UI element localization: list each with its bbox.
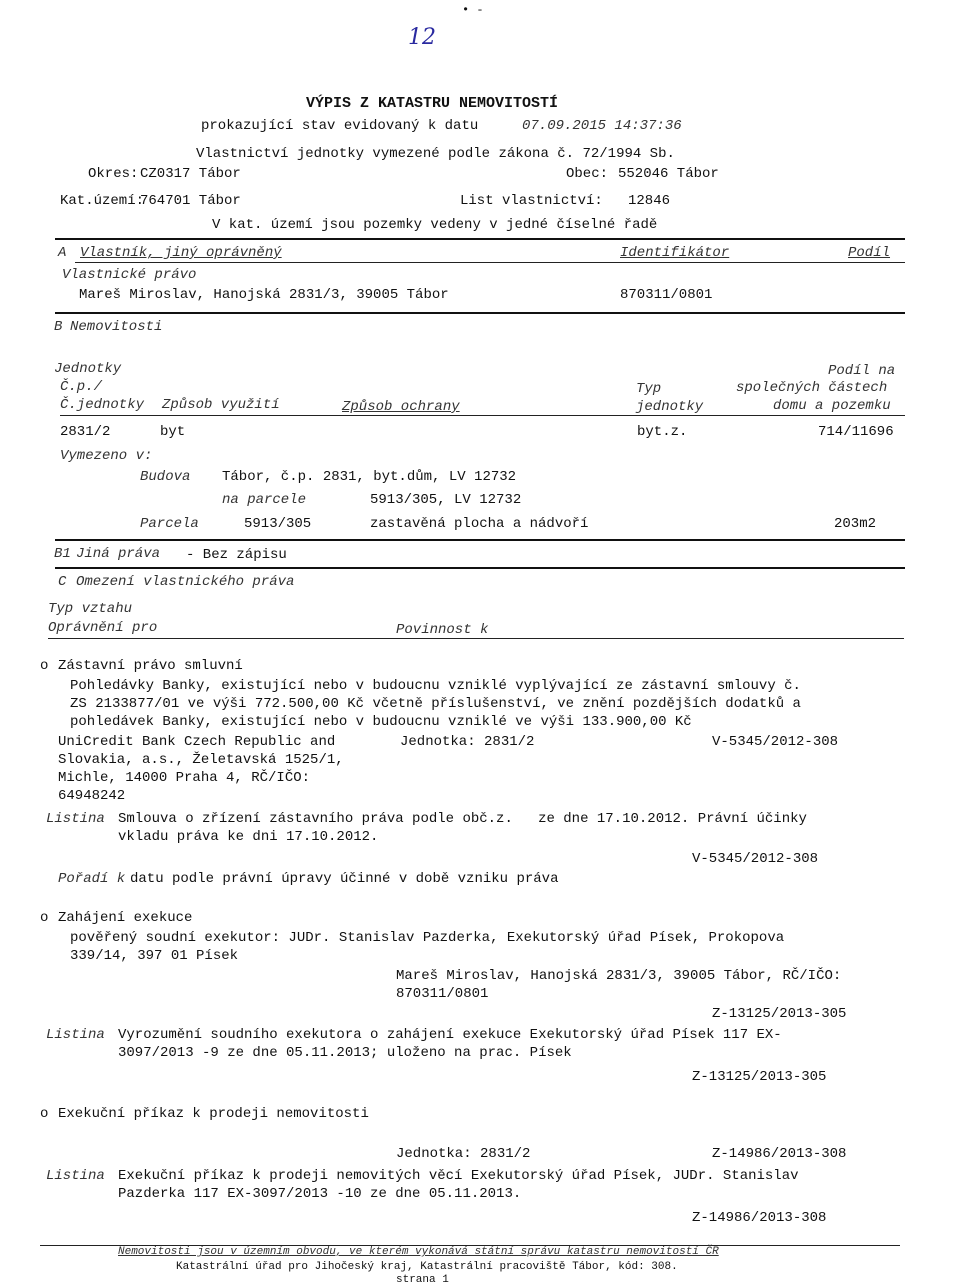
execution-text-line: 339/14, 397 01 Písek [70, 948, 239, 964]
parcel-number: 5913/305 [244, 516, 312, 532]
scan-dots: • - [462, 3, 484, 17]
col-share: Podíl [848, 245, 891, 261]
on-parcel-value: 5913/305, LV 12732 [370, 492, 522, 508]
section-b1-letter: B1 [54, 546, 71, 562]
section-b1-title: Jiná práva [76, 546, 161, 562]
col-identifier: Identifikátor [620, 245, 730, 261]
execution-document-reference: Z-13125/2013-305 [692, 1069, 827, 1085]
lien-text-line: ZS 2133877/01 ve výši 772.500,00 Kč včetně příslušenství, ve znění pozdějších dodatků a [70, 696, 801, 712]
divider [48, 638, 904, 639]
lv-label: List vlastnictví: [460, 193, 603, 209]
order-unit: Jednotka: 2831/2 [396, 1146, 531, 1162]
building-value: Tábor, č.p. 2831, byt.dům, LV 12732 [222, 469, 517, 485]
execution-document-label: Listina [46, 1027, 105, 1043]
lien-text-line: pohledávek Banky, existující nebo v budoucnu vzniklé ve výši 133.900,00 Kč [70, 714, 692, 730]
order-document-line: Pazderka 117 EX-3097/2013 -10 ze dne 05.11.2013. [118, 1186, 522, 1202]
execution-document-line: 3097/2013 -9 ze dne 05.11.2013; uloženo na prac. Písek [118, 1045, 572, 1061]
unit-type: byt.z. [637, 424, 688, 440]
owner-name: Mareš Miroslav, Hanojská 2831/3, 39005 Tábor [79, 287, 449, 303]
ownership-line: Vlastnictví jednotky vymezené podle zákona č. 72/1994 Sb. [196, 146, 675, 162]
col-cp: Č.p./ [60, 379, 103, 395]
divider [55, 312, 905, 314]
order-reference: Z-14986/2013-308 [712, 1146, 847, 1162]
unit-number: 2831/2 [60, 424, 111, 440]
document-title: VÝPIS Z KATASTRU NEMOVITOSTÍ [306, 95, 559, 112]
lien-document-reference: V-5345/2012-308 [692, 851, 819, 867]
state-datetime: 07.09.2015 14:37:36 [522, 118, 682, 134]
col-type-2: jednotky [636, 399, 704, 415]
owner-id: 870311/0801 [620, 287, 713, 303]
bullet: o [40, 658, 49, 674]
lv-value: 12846 [628, 193, 671, 209]
parcel-type: zastavěná plocha a nádvoří [370, 516, 589, 532]
footer-line: Katastrální úřad pro Jihočeský kraj, Katastrální pracoviště Tábor, kód: 308. [176, 1261, 678, 1273]
col-share-3: domu a pozemku [773, 398, 891, 414]
execution-text-line: pověřený soudní exekutor: JUDr. Stanislav Pazderka, Exekutorský úřad Písek, Prokopova [70, 930, 785, 946]
execution-party-line: 870311/0801 [396, 986, 489, 1002]
divider [55, 539, 905, 541]
section-a-title: Vlastník, jiný oprávněný [80, 245, 282, 261]
katuzemi-label: Kat.území: [60, 193, 145, 209]
col-unit-no: Č.jednotky [60, 397, 145, 413]
section-a-subtitle: Vlastnické právo [62, 267, 197, 283]
section-c-letter: C [58, 574, 67, 590]
section-b-title: Nemovitosti [70, 319, 163, 335]
section-a-letter: A [58, 245, 67, 261]
handwritten-page-number: 12 [408, 25, 436, 50]
lien-unit: Jednotka: 2831/2 [400, 734, 535, 750]
divider [75, 262, 905, 263]
divider [55, 567, 905, 569]
lien-title: Zástavní právo smluvní [58, 658, 243, 674]
execution-party-line: Mareš Miroslav, Hanojská 2831/3, 39005 Tábor, RČ/IČO: [396, 968, 842, 984]
execution-reference: Z-13125/2013-305 [712, 1006, 847, 1022]
parcel-area: 203m2 [834, 516, 877, 532]
obec-label: Obec: [566, 166, 609, 182]
col-relation-2: Oprávnění pro [48, 620, 158, 636]
execution-title: Zahájení exekuce [58, 910, 193, 926]
state-prefix: prokazující stav evidovaný k datu [201, 118, 479, 134]
building-label: Budova [140, 469, 191, 485]
parcel-label: Parcela [140, 516, 199, 532]
lien-creditor-line: Michle, 14000 Praha 4, RČ/IČO: [58, 770, 311, 786]
divider [60, 415, 905, 416]
defined-label: Vymezeno v: [60, 448, 153, 464]
col-relation-1: Typ vztahu [48, 601, 133, 617]
lien-reference: V-5345/2012-308 [712, 734, 839, 750]
col-protection: Způsob ochrany [342, 399, 460, 415]
lien-text-line: Pohledávky Banky, existující nebo v budoucnu vzniklé vyplývající ze zástavní smlouvy č. [70, 678, 801, 694]
lien-document-line: Smlouva o zřízení zástavního práva podle obč.z. ze dne 17.10.2012. Právní účinky [118, 811, 807, 827]
footer-line: Nemovitosti jsou v územním obvodu, ve kterém vykonává státní správu katastru nemovitostí ČR [118, 1246, 719, 1258]
lien-document-label: Listina [46, 811, 105, 827]
okres-value: CZ0317 Tábor [140, 166, 241, 182]
lien-order-label: Pořadí k [58, 871, 126, 887]
col-type-1: Typ [636, 381, 662, 397]
order-title: Exekuční příkaz k prodeji nemovitosti [58, 1106, 369, 1122]
col-share-1: Podíl na [828, 363, 896, 379]
on-parcel-label: na parcele [222, 492, 307, 508]
bullet: o [40, 910, 49, 926]
unit-use: byt [160, 424, 186, 440]
obec-value: 552046 Tábor [618, 166, 719, 182]
lien-creditor-line: Slovakia, a.s., Želetavská 1525/1, [58, 752, 344, 768]
series-line: V kat. území jsou pozemky vedeny v jedné číselné řadě [212, 217, 658, 233]
section-c-title: Omezení vlastnického práva [76, 574, 295, 590]
lien-creditor-line: 64948242 [58, 788, 126, 804]
order-document-reference: Z-14986/2013-308 [692, 1210, 827, 1226]
bullet: o [40, 1106, 49, 1122]
lien-document-line: vkladu práva ke dni 17.10.2012. [118, 829, 379, 845]
col-obligation: Povinnost k [396, 622, 489, 638]
lien-order-text: datu podle právní úpravy účinné v době vzniku práva [130, 871, 559, 887]
col-use: Způsob využití [162, 397, 280, 413]
section-b-letter: B [54, 319, 63, 335]
katuzemi-value: 764701 Tábor [140, 193, 241, 209]
unit-share: 714/11696 [818, 424, 894, 440]
page-number: strana 1 [396, 1274, 449, 1286]
units-title: Jednotky [54, 361, 122, 377]
lien-creditor-line: UniCredit Bank Czech Republic and [58, 734, 336, 750]
section-b1-value: - Bez zápisu [186, 547, 287, 563]
col-share-2: společných částech [736, 380, 888, 396]
execution-document-line: Vyrozumění soudního exekutora o zahájení exekuce Exekutorský úřad Písek 117 EX- [118, 1027, 782, 1043]
okres-label: Okres: [88, 166, 139, 182]
order-document-line: Exekuční příkaz k prodeji nemovitých věcí Exekutorský úřad Písek, JUDr. Stanislav [118, 1168, 799, 1184]
divider [55, 238, 905, 240]
order-document-label: Listina [46, 1168, 105, 1184]
